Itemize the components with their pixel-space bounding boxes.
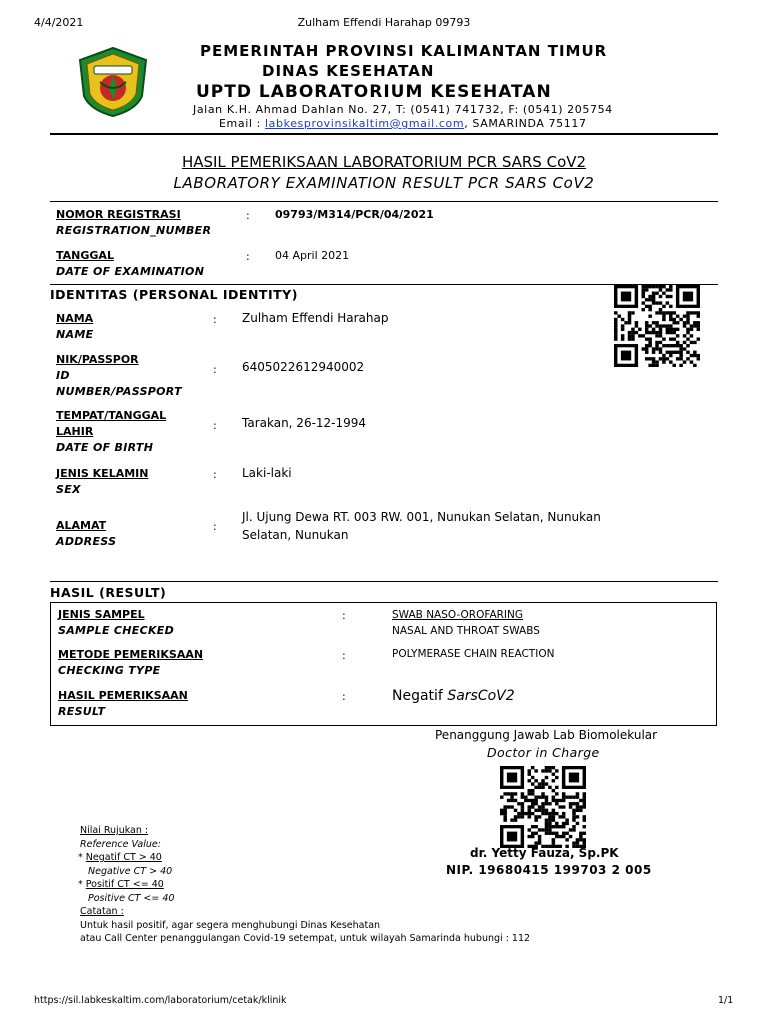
method-label-en: CHECKING TYPE — [58, 664, 161, 677]
reference-title: Nilai Rujukan : — [80, 825, 149, 836]
verification-qr-code — [614, 285, 700, 367]
letterhead-line2: DINAS KESEHATAN — [262, 62, 435, 80]
method-label — [58, 647, 203, 679]
nik-label-en2: NUMBER/PASSPORT — [56, 385, 182, 398]
address-value-line1: Jl. Ujung Dewa RT. 003 RW. 001, Nunukan Selatan, Nunukan — [242, 510, 601, 524]
name-label-en: NAME — [56, 328, 94, 341]
email-link[interactable]: labkesprovinsikaltim@gmail.com — [265, 117, 465, 130]
result-divider — [50, 581, 718, 582]
birth-value: Tarakan, 26-12-1994 — [242, 416, 367, 430]
title-en: LABORATORY EXAMINATION RESULT PCR SARS CoV2 — [173, 174, 595, 192]
registration-value: 09793/M314/PCR/04/2021 — [275, 208, 434, 221]
name-value: Zulham Effendi Harahap — [242, 311, 389, 325]
signature-title-en: Doctor in Charge — [487, 745, 600, 760]
reference-negative: * Negatif CT > 40 — [78, 852, 162, 863]
sex-value: Laki-laki — [242, 466, 292, 480]
reference-positive-en: Positive CT <= 40 — [88, 892, 175, 904]
birth-label-en: DATE OF BIRTH — [56, 441, 154, 454]
address-label-en: ADDRESS — [56, 535, 117, 548]
registration-label — [56, 207, 211, 239]
date-colon: : — [246, 250, 250, 263]
sample-value-line1: SWAB NASO-OROFARING — [392, 609, 524, 621]
nik-colon: : — [213, 363, 217, 376]
nik-label-id: NIK/PASSPOR — [56, 353, 139, 366]
print-date: 4/4/2021 — [34, 16, 84, 29]
reference-positive-text: Positif CT <= 40 — [85, 879, 164, 890]
sex-label-en: SEX — [56, 483, 81, 496]
method-value: POLYMERASE CHAIN REACTION — [392, 648, 555, 660]
letterhead-address: Jalan K.H. Ahmad Dahlan No. 27, T: (0541) 741732, F: (0541) 205754 — [193, 103, 613, 116]
address-value — [242, 508, 601, 544]
reference-positive: * Positif CT <= 40 — [78, 879, 164, 890]
note-title: Catatan : — [80, 906, 124, 917]
address-colon: : — [213, 520, 217, 533]
title-id: HASIL PEMERIKSAAN LABORATORIUM PCR SARS CoV2 — [181, 153, 587, 171]
name-label — [56, 311, 93, 343]
outcome-value-italic: SarsCoV2 — [447, 688, 515, 704]
print-footer-page: 1/1 — [718, 995, 734, 1006]
sample-label-id: JENIS SAMPEL — [58, 608, 145, 621]
signature-name: dr. Yetty Fauza, Sp.PK — [470, 846, 619, 860]
print-title: Zulham Effendi Harahap 09793 — [297, 16, 471, 29]
nik-label-en1: ID — [56, 369, 70, 382]
outcome-label-en: RESULT — [58, 705, 106, 718]
sample-colon: : — [342, 609, 346, 622]
letterhead-divider — [50, 133, 718, 135]
date-label-id: TANGGAL — [56, 249, 114, 262]
sample-label-en: SAMPLE CHECKED — [58, 624, 175, 637]
letterhead-contact — [219, 117, 587, 130]
reference-title-en: Reference Value: — [80, 838, 161, 850]
sex-label-id: JENIS KELAMIN — [56, 467, 149, 480]
address-label-id: ALAMAT — [56, 519, 107, 532]
birth-label-id2: LAHIR — [56, 425, 94, 438]
registration-label-en: REGISTRATION_NUMBER — [56, 224, 212, 237]
method-label-id: METODE PEMERIKSAAN — [58, 648, 204, 661]
nik-value: 6405022612940002 — [242, 360, 365, 374]
method-colon: : — [342, 649, 346, 662]
reference-negative-en: Negative CT > 40 — [88, 865, 173, 877]
identity-heading: IDENTITAS (PERSONAL IDENTITY) — [50, 287, 298, 302]
email-label: Email : — [219, 117, 266, 130]
note-line1: Untuk hasil positif, agar segera menghubungi Dinas Kesehatan — [80, 919, 381, 931]
sample-value — [392, 607, 540, 639]
sex-colon: : — [213, 468, 217, 481]
name-colon: : — [213, 313, 217, 326]
letterhead-city: , SAMARINDA 75117 — [464, 117, 587, 130]
registration-label-id: NOMOR REGISTRASI — [56, 208, 181, 221]
result-heading: HASIL (RESULT) — [50, 585, 167, 600]
date-label-en: DATE OF EXAMINATION — [56, 265, 205, 278]
title-divider — [50, 201, 718, 202]
outcome-label-id: HASIL PEMERIKSAAN — [58, 689, 188, 702]
address-label — [56, 518, 116, 550]
signature-title-id: Penanggung Jawab Lab Biomolekular — [435, 728, 658, 742]
sex-label — [56, 466, 148, 498]
outcome-label — [58, 688, 188, 720]
nik-label — [56, 352, 182, 400]
date-label — [56, 248, 204, 280]
signature-nip: NIP. 19680415 199703 2 005 — [446, 863, 652, 877]
outcome-value-main: Negatif — [392, 688, 448, 704]
letterhead-line3: UPTD LABORATORIUM KESEHATAN — [196, 82, 552, 102]
outcome-value — [392, 688, 515, 704]
address-value-line2: Selatan, Nunukan — [242, 528, 349, 542]
birth-label-id1: TEMPAT/TANGGAL — [56, 409, 167, 422]
reference-negative-text: Negatif CT > 40 — [85, 852, 162, 863]
sample-value-line2: NASAL AND THROAT SWABS — [392, 625, 540, 637]
reference-block — [80, 824, 530, 946]
outcome-colon: : — [342, 690, 346, 703]
kaltim-emblem-icon — [76, 46, 150, 118]
print-footer-url[interactable]: https://sil.labkeskaltim.com/laboratorium/cetak/klinik — [34, 995, 287, 1006]
registration-colon: : — [246, 209, 250, 222]
date-value: 04 April 2021 — [275, 249, 350, 262]
sample-label — [58, 607, 174, 639]
letterhead-line1: PEMERINTAH PROVINSI KALIMANTAN TIMUR — [200, 42, 608, 60]
note-line2: atau Call Center penanggulangan Covid-19 setempat, untuk wilayah Samarinda hubungi : 112 — [80, 933, 531, 944]
birth-colon: : — [213, 419, 217, 432]
birth-label — [56, 408, 166, 456]
name-label-id: NAMA — [56, 312, 94, 325]
